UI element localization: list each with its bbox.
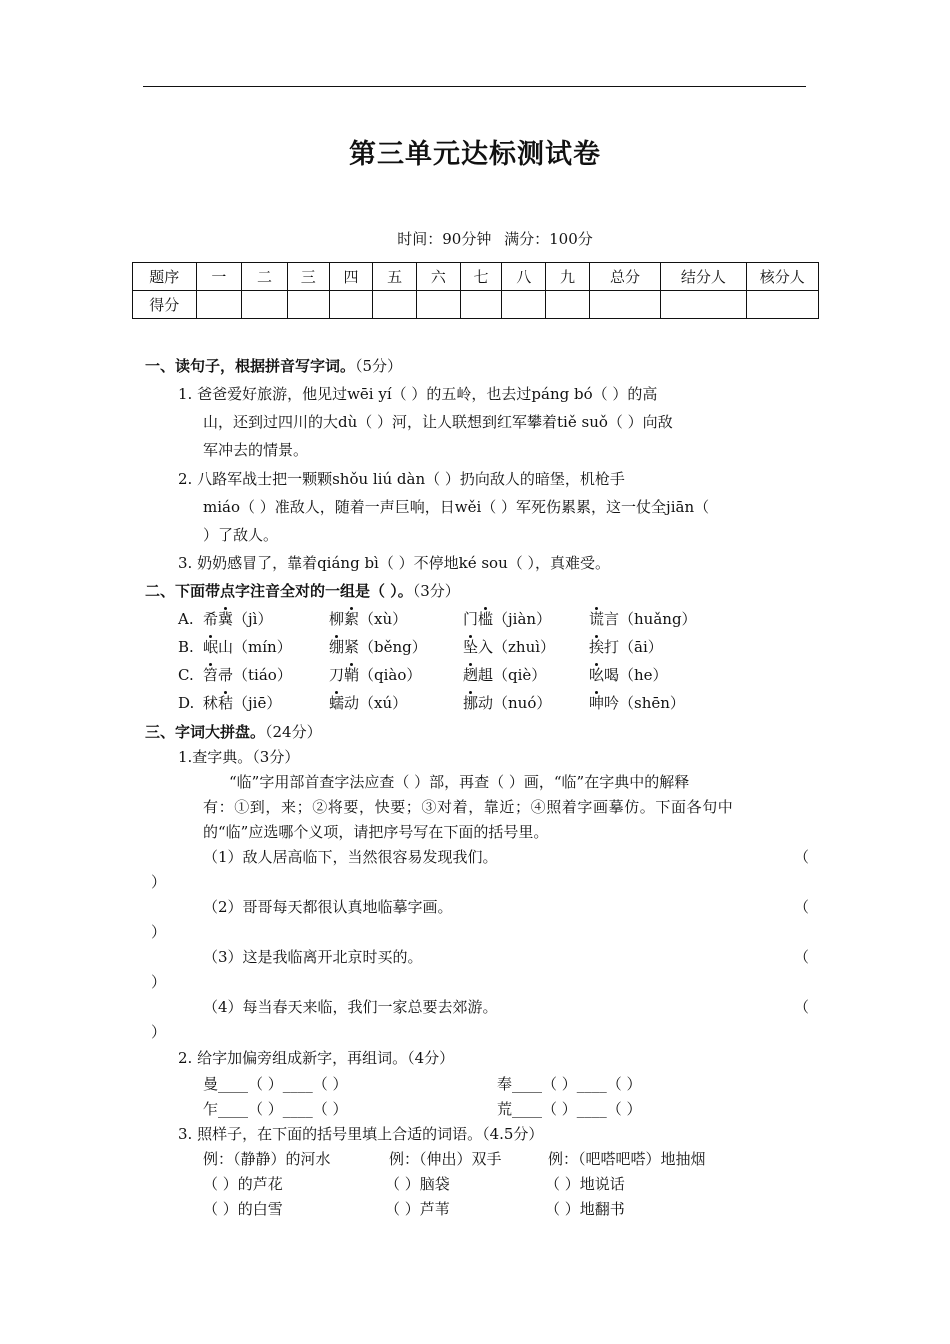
- answer-open-paren[interactable]: （: [794, 848, 810, 866]
- dotted-char: 谎: [589, 610, 605, 628]
- option-word: [329, 637, 427, 657]
- word-part: 入（zhuì）: [478, 638, 556, 656]
- option-word: [329, 665, 421, 685]
- word-part: 打（āi）: [604, 638, 663, 656]
- score-input-cell[interactable]: [417, 291, 461, 319]
- option-word: [203, 609, 272, 629]
- answer-open-paren[interactable]: （: [794, 898, 810, 916]
- score-input-cell[interactable]: [196, 291, 242, 319]
- sub3-example-1: 例：（静静）的河水: [203, 1150, 331, 1168]
- word-part: 秫: [203, 694, 219, 712]
- cell: 八: [502, 263, 546, 291]
- sub3-row-1c[interactable]: （ ）地说话: [545, 1175, 625, 1193]
- answer-close-paren: ）: [151, 1023, 167, 1041]
- word-part: 柳: [329, 610, 345, 628]
- header-rule: [143, 86, 806, 87]
- sub1-para-3: 的“临”应选哪个义项，请把序号写在下面的括号里。: [203, 823, 549, 841]
- dotted-char: 秸: [218, 694, 234, 712]
- dotted-char: 冀: [218, 610, 234, 628]
- q1-line-1: 1. 爸爸爱好旅游，他见过wēi yí（ ）的五岭，也去过páng bó（ ）的高: [178, 385, 658, 403]
- sub3-row-1a[interactable]: （ ）的芦花: [203, 1175, 283, 1193]
- sub1-item-1: （1）敌人居高临下，当然很容易发现我们。: [203, 848, 498, 866]
- dotted-char: 挨: [589, 638, 605, 656]
- q1-line-3: 军冲去的情景。: [203, 441, 309, 459]
- option-word: [203, 693, 281, 713]
- page-title: 第三单元达标测试卷: [349, 139, 601, 170]
- q2-line-3: ）了敌人。: [203, 526, 279, 544]
- cell: 核分人: [746, 263, 819, 291]
- sub2-row-1b[interactable]: 奉____（ ）____（ ）: [497, 1075, 642, 1093]
- option-word: [329, 693, 407, 713]
- section-1-heading: [145, 356, 402, 376]
- full-score: 满分：100分: [504, 230, 593, 248]
- answer-open-paren[interactable]: （: [794, 998, 810, 1016]
- word-part: 趄（qiè）: [478, 666, 547, 684]
- option-word: [589, 693, 685, 713]
- cell: 得分: [133, 291, 197, 319]
- option-word: [329, 609, 407, 629]
- option-word: [589, 665, 668, 685]
- score-input-cell[interactable]: [373, 291, 417, 319]
- score-input-cell[interactable]: [546, 291, 590, 319]
- time-info: [0, 228, 950, 249]
- sub3-row-2a[interactable]: （ ）的白雪: [203, 1200, 283, 1218]
- dotted-char: 挪: [463, 694, 479, 712]
- score-value-row: [133, 291, 819, 319]
- sub3-example-3: 例：（吧嗒吧嗒）地抽烟: [548, 1150, 706, 1168]
- option-label[interactable]: A.: [178, 610, 194, 628]
- section-3-heading: [145, 722, 322, 742]
- word-part: 刀: [329, 666, 345, 684]
- sub1-item-4: （4）每当春天来临，我们一家总要去郊游。: [203, 998, 498, 1016]
- cell: 五: [373, 263, 417, 291]
- dotted-char: 鞘: [344, 666, 360, 684]
- sub2-row-1a[interactable]: 曼____（ ）____（ ）: [203, 1075, 348, 1093]
- option-label[interactable]: D.: [178, 694, 195, 712]
- sub3-row-2b[interactable]: （ ）芦苇: [385, 1200, 450, 1218]
- sub1-item-2: （2）哥哥每天都很认真地临摹字画。: [203, 898, 453, 916]
- dotted-char: 岷: [203, 638, 219, 656]
- sub2-row-2a[interactable]: 乍____（ ）____（ ）: [203, 1100, 348, 1118]
- option-word: [463, 665, 546, 685]
- sub1-para-1: “临”字用部首查字法应查（ ）部，再查（ ）画，“临”在字典中的解释: [229, 773, 690, 791]
- score-input-cell[interactable]: [746, 291, 819, 319]
- word-part: （jiàn）: [493, 610, 552, 628]
- word-part: 门: [463, 610, 479, 628]
- answer-close-paren: ）: [151, 973, 167, 991]
- word-part: （jì）: [233, 610, 273, 628]
- sub1-item-3: （3）这是我临离开北京时买的。: [203, 948, 423, 966]
- score-input-cell[interactable]: [329, 291, 373, 319]
- answer-open-paren[interactable]: （: [794, 948, 810, 966]
- option-word: [203, 637, 292, 657]
- score-input-cell[interactable]: [242, 291, 288, 319]
- word-part: 动（xú）: [344, 694, 408, 712]
- cell: 一: [196, 263, 242, 291]
- option-word: [203, 665, 292, 685]
- cell: 二: [242, 263, 288, 291]
- score-table: [132, 262, 819, 319]
- score-input-cell[interactable]: [661, 291, 746, 319]
- sub1-para-2: 有：①到，来；②将要，快要；③对着，靠近；④照着字画摹仿。下面各句中: [203, 798, 734, 816]
- option-word: [589, 609, 697, 629]
- dotted-char: 蠕: [329, 694, 345, 712]
- sub3-example-2: 例：（伸出）双手: [389, 1150, 502, 1168]
- word-part: 希: [203, 610, 219, 628]
- word-part: 山（mín）: [218, 638, 292, 656]
- cell: 结分人: [661, 263, 746, 291]
- sub2-row-2b[interactable]: 荒____（ ）____（ ）: [497, 1100, 642, 1118]
- section-2-heading: [145, 581, 460, 601]
- sub3-row-1b[interactable]: （ ）脑袋: [385, 1175, 450, 1193]
- word-part: 动（nuó）: [478, 694, 552, 712]
- cell: 六: [417, 263, 461, 291]
- word-part: 吟（shēn）: [604, 694, 685, 712]
- answer-close-paren: ）: [151, 923, 167, 941]
- section-points: （5分）: [355, 357, 403, 375]
- sub3-row-2c[interactable]: （ ）地翻书: [545, 1200, 625, 1218]
- word-part: （xù）: [359, 610, 408, 628]
- dotted-char: 绷: [329, 638, 345, 656]
- heading-text: 一、读句子，根据拼音写字词。: [145, 357, 356, 375]
- q3-line: 3. 奶奶感冒了，靠着qiáng bì（ ）不停地ké sou（ ），真难受。: [178, 554, 611, 572]
- cell: 七: [460, 263, 502, 291]
- time-limit: 时间：90分钟: [397, 230, 492, 248]
- option-word: [463, 637, 555, 657]
- word-part: （jiē）: [233, 694, 282, 712]
- heading-text: 二、下面带点字注音全对的一组是（ ）。: [145, 582, 413, 600]
- score-input-cell[interactable]: [589, 291, 660, 319]
- option-word: [463, 609, 551, 629]
- option-label[interactable]: B.: [178, 638, 194, 656]
- dotted-char: 笤: [203, 666, 219, 684]
- word-part: 喝（he）: [604, 666, 668, 684]
- section-points: （3分）: [412, 582, 460, 600]
- q2-line-1: 2. 八路军战士把一颗颗shǒu liú dàn（ ）扔向敌人的暗堡，机枪手: [178, 470, 625, 488]
- option-word: [589, 637, 663, 657]
- word-part: 言（huǎng）: [604, 610, 697, 628]
- option-label[interactable]: C.: [178, 666, 194, 684]
- cell: 三: [287, 263, 329, 291]
- q1-line-2: 山，还到过四川的大dù（ ）河，让人联想到红军攀着tiě suǒ（ ）向敌: [203, 413, 673, 431]
- dotted-char: 坠: [463, 638, 479, 656]
- sub1-title: 1.查字典。（3分）: [178, 748, 300, 766]
- sub2-title: 2. 给字加偏旁组成新字，再组词。（4分）: [178, 1049, 455, 1067]
- dotted-char: 絮: [344, 610, 360, 628]
- option-word: [463, 693, 551, 713]
- sub3-title: 3. 照样子，在下面的括号里填上合适的词语。（4.5分）: [178, 1125, 544, 1143]
- dotted-char: 呻: [589, 694, 605, 712]
- cell: 总分: [589, 263, 660, 291]
- cell: 题序: [133, 263, 197, 291]
- word-part: 帚（tiáo）: [218, 666, 292, 684]
- dotted-char: 吆: [589, 666, 605, 684]
- dotted-char: 趔: [463, 666, 479, 684]
- score-input-cell[interactable]: [502, 291, 546, 319]
- dotted-char: 槛: [478, 610, 494, 628]
- word-part: 紧（běng）: [344, 638, 427, 656]
- word-part: （qiào）: [359, 666, 422, 684]
- score-input-cell[interactable]: [287, 291, 329, 319]
- score-header-row: [133, 263, 819, 291]
- answer-close-paren: ）: [151, 873, 167, 891]
- q2-line-2: miáo（ ）准敌人，随着一声巨响，日wěi（ ）军死伤累累，这一仗全jiān（: [203, 498, 710, 516]
- cell: 九: [546, 263, 590, 291]
- score-input-cell[interactable]: [460, 291, 502, 319]
- heading-text: 三、字词大拼盘。: [145, 723, 266, 741]
- section-points: （24分）: [265, 723, 322, 741]
- cell: 四: [329, 263, 373, 291]
